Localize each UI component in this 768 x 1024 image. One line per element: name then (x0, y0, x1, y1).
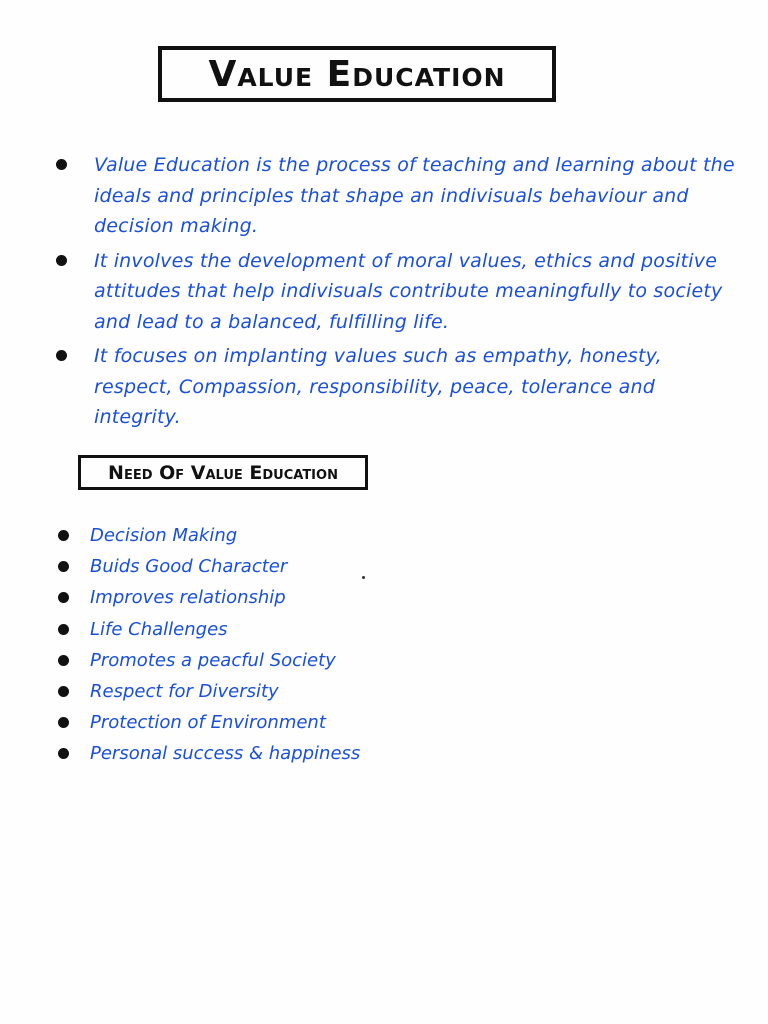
need-item (58, 520, 360, 551)
bullet-dot (58, 686, 69, 697)
bullet-dot (58, 748, 69, 759)
intro-item (56, 150, 736, 242)
need-text: Personal success & happiness (90, 743, 361, 765)
bullet-dot (58, 561, 69, 572)
need-heading: Need Of Value Education (108, 461, 338, 484)
bullet-dot (58, 530, 69, 541)
bullet-dot (58, 717, 69, 728)
intro-text: It involves the development of moral values, ethics and positive attitudes that help indivisuals contribute meaningfully to society and lead to a balanced, fulfilling life. (94, 249, 723, 333)
need-text: Protection of Environment (90, 712, 326, 734)
need-item (58, 676, 360, 707)
bullet-dot (56, 255, 67, 266)
intro-text: It focuses on implanting values such as empathy, honesty, respect, Compassion, responsibility, peace, tolerance and integrity. (94, 345, 662, 428)
need-text: Promotes a peacful Society (90, 649, 336, 671)
need-item (58, 582, 360, 613)
need-item (58, 614, 360, 645)
intro-list (56, 150, 736, 437)
need-text: Life Challenges (90, 618, 228, 640)
need-item (58, 551, 360, 582)
need-item (58, 738, 360, 769)
need-text: Respect for Diversity (90, 680, 279, 702)
need-heading-box (78, 455, 368, 490)
bullet-dot (58, 624, 69, 635)
need-list (58, 520, 360, 770)
bullet-dot (56, 159, 67, 170)
bullet-dot (58, 655, 69, 666)
intro-item (56, 341, 736, 433)
need-text: Improves relationship (90, 587, 286, 609)
intro-text: Value Education is the process of teaching and learning about the ideals and principles that shape an indivisuals behaviour and decision making. (94, 154, 735, 237)
need-item (58, 645, 360, 676)
intro-item (56, 246, 736, 338)
stray-ink-dot (362, 576, 365, 579)
bullet-dot (58, 592, 69, 603)
page-title: Value Education (208, 53, 506, 95)
need-text: Buids Good Character (90, 556, 288, 578)
bullet-dot (56, 350, 67, 361)
need-text: Decision Making (90, 525, 238, 546)
need-item (58, 707, 360, 738)
title-box (158, 46, 556, 102)
